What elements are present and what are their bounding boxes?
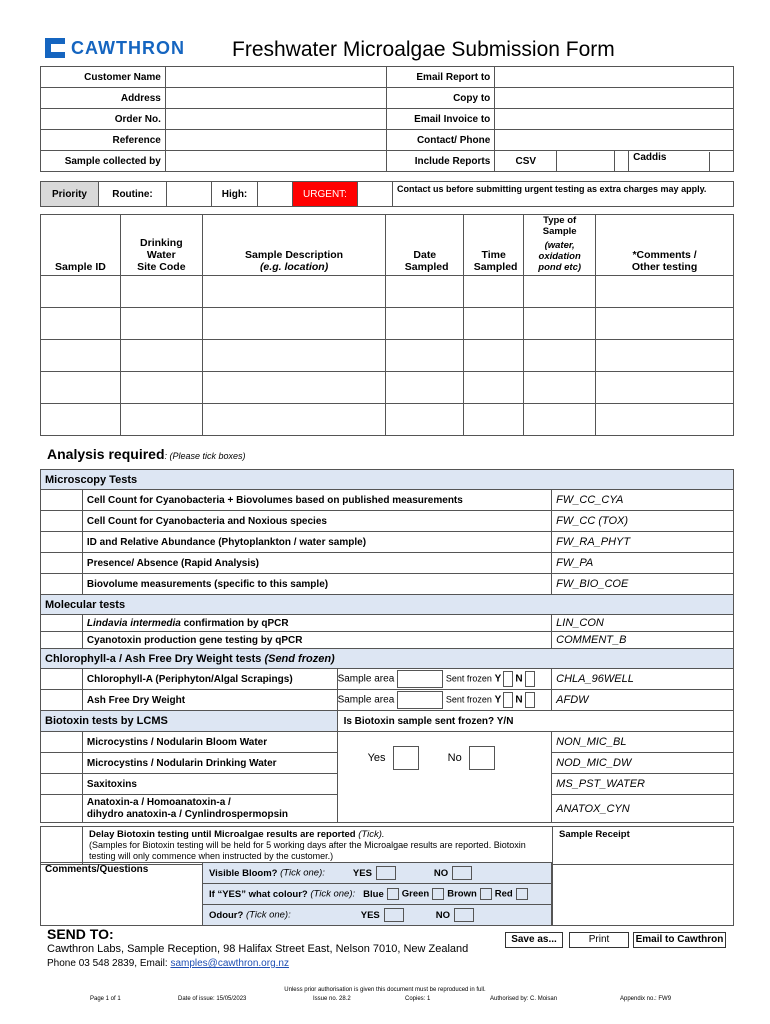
email-link[interactable]: samples@cawthron.org.nz bbox=[170, 958, 289, 969]
customer-name-label: Customer Name bbox=[41, 67, 166, 88]
sample-collected-label: Sample collected by bbox=[41, 151, 166, 172]
urgent-label: URGENT: bbox=[293, 182, 358, 207]
test-code: FW_CC_CYA bbox=[552, 490, 734, 511]
anatox-line2: dihydro anatoxin-a / Cynlindrospermopsin bbox=[86, 808, 289, 820]
delay-note: (Samples for Biotoxin testing will be held for 5 working days after the Microalgae results are reported. Biotoxin testing will only commence when instructed by the customer.) bbox=[89, 840, 526, 861]
test-code: FW_RA_PHYT bbox=[552, 532, 734, 553]
contact-phone-label: Contact/ Phone bbox=[387, 130, 495, 151]
frozen-n-label: N bbox=[515, 673, 523, 685]
email-report-label: Email Report to bbox=[387, 67, 495, 88]
tick-box[interactable] bbox=[41, 669, 83, 690]
routine-checkbox[interactable] bbox=[167, 182, 212, 207]
header-description-eg: (e.g. location) bbox=[259, 261, 329, 273]
routine-label: Routine: bbox=[99, 182, 167, 207]
anatox-line1: Anatoxin-a / Homoanatoxin-a / bbox=[86, 796, 231, 808]
test-code: ANATOX_CYN bbox=[552, 795, 734, 823]
microscopy-item: Presence/ Absence (Rapid Analysis) bbox=[82, 553, 551, 574]
bloom-no-label: NO bbox=[433, 867, 449, 879]
odour-label: Odour? bbox=[209, 909, 246, 921]
sample-table bbox=[40, 214, 734, 436]
chloro-section-title bbox=[41, 649, 734, 669]
csv-checkbox[interactable] bbox=[557, 151, 615, 172]
chloro-title-italic: (Send frozen) bbox=[264, 652, 335, 665]
colour-brown-box[interactable] bbox=[480, 888, 492, 900]
colour-green-box[interactable] bbox=[432, 888, 444, 900]
frozen-y-label: Y bbox=[494, 673, 502, 685]
footer-disclaimer: Unless prior authorisation is given this document must be reproduced in full. bbox=[284, 987, 486, 993]
analysis-title bbox=[47, 446, 246, 462]
biotoxin-item: Saxitoxins bbox=[82, 774, 337, 795]
sample-area-label: Sample area bbox=[337, 673, 395, 685]
odour-yes-label: YES bbox=[360, 909, 380, 921]
urgent-note: Contact us before submitting urgent testing as extra charges may apply. bbox=[393, 182, 734, 207]
tick-box[interactable] bbox=[41, 753, 83, 774]
sent-frozen-label: Sent frozen bbox=[445, 673, 492, 684]
analysis-subtitle: : (Please tick boxes) bbox=[164, 451, 246, 461]
footer-appendix: Appendix no.: FW9 bbox=[620, 996, 672, 1002]
caddis-text: Caddis bbox=[633, 151, 667, 163]
chloro-sample-area bbox=[337, 669, 552, 690]
save-as-button[interactable]: Save as... bbox=[505, 932, 563, 948]
bloom-no-box[interactable] bbox=[452, 866, 472, 880]
odour-tick-hint: (Tick one): bbox=[245, 909, 291, 921]
tick-box[interactable] bbox=[41, 511, 83, 532]
sent-frozen-label: Sent frozen bbox=[445, 694, 492, 705]
chloro-title-text: Chlorophyll-a / Ash Free Dry Weight tests bbox=[45, 652, 265, 665]
phone-text: Phone 03 548 2839, Email: bbox=[47, 958, 171, 969]
biotoxin-yes-box[interactable] bbox=[393, 746, 419, 770]
tick-box[interactable] bbox=[41, 774, 83, 795]
email-report-field[interactable] bbox=[495, 67, 734, 88]
odour-yes-box[interactable] bbox=[384, 908, 404, 922]
microscopy-item: Cell Count for Cyanobacteria and Noxious species bbox=[82, 511, 551, 532]
colour-green-label: Green bbox=[401, 888, 430, 900]
lindavia-text: Lindavia intermedia bbox=[86, 617, 181, 629]
bloom-yes-box[interactable] bbox=[376, 866, 396, 880]
chloro-item: Ash Free Dry Weight bbox=[82, 690, 337, 711]
contact-phone-field[interactable] bbox=[495, 130, 734, 151]
delay-title-italic: (Tick). bbox=[358, 829, 385, 840]
header-comments bbox=[596, 215, 734, 276]
header-drinking-water-text: Drinking Water Site Code bbox=[137, 237, 186, 273]
footer-copies: Copies: 1 bbox=[405, 996, 431, 1002]
colour-label: If “YES” what colour? bbox=[209, 888, 311, 900]
header-date-text: Date Sampled bbox=[404, 249, 449, 273]
header-time-sampled bbox=[464, 215, 524, 276]
tick-box[interactable] bbox=[41, 632, 83, 649]
tick-box[interactable] bbox=[41, 795, 83, 823]
tick-box[interactable] bbox=[41, 553, 83, 574]
header-comments-text: *Comments / Other testing bbox=[631, 249, 698, 273]
microscopy-section-title: Microscopy Tests bbox=[41, 470, 734, 490]
address-field[interactable] bbox=[165, 88, 387, 109]
test-code: MS_PST_WATER bbox=[552, 774, 734, 795]
frozen-n-box[interactable] bbox=[525, 692, 535, 708]
colour-blue-label: Blue bbox=[363, 888, 384, 900]
test-code: NON_MIC_BL bbox=[552, 732, 734, 753]
frozen-y-label: Y bbox=[494, 694, 502, 706]
footer-issue: Issue no. 28.2 bbox=[313, 996, 351, 1002]
frozen-n-label: N bbox=[515, 694, 523, 706]
header-date-sampled bbox=[386, 215, 464, 276]
customer-details-table bbox=[40, 66, 734, 172]
analysis-title-text: Analysis required bbox=[47, 446, 165, 462]
odour-row bbox=[203, 905, 552, 926]
chloro-item: Chlorophyll-A (Periphyton/Algal Scrapings) bbox=[82, 669, 337, 690]
email-to-cawthron-button[interactable]: Email to Cawthron bbox=[633, 932, 726, 948]
delay-title-text: Delay Biotoxin testing until Microalgae results are reported bbox=[89, 829, 359, 840]
cawthron-logo bbox=[45, 36, 185, 60]
logo-mark-icon bbox=[45, 38, 65, 58]
header-type-eg: (water, oxidation pond etc) bbox=[538, 240, 582, 273]
reference-label: Reference bbox=[41, 130, 166, 151]
frozen-n-box[interactable] bbox=[525, 671, 535, 687]
delay-tick-box[interactable] bbox=[41, 827, 83, 865]
biotoxin-yes-label: Yes bbox=[367, 751, 386, 764]
test-code: LIN_CON bbox=[552, 615, 734, 632]
colour-red-label: Red bbox=[494, 888, 513, 900]
footer-date: Date of issue: 15/05/2023 bbox=[178, 996, 247, 1002]
colour-tick-hint: (Tick one): bbox=[310, 888, 356, 900]
bloom-yes-label: YES bbox=[352, 867, 372, 879]
test-code: FW_CC (TOX) bbox=[552, 511, 734, 532]
send-to-address: Cawthron Labs, Sample Reception, 98 Halifax Street East, Nelson 7010, New Zealand bbox=[47, 943, 469, 955]
test-code: FW_PA bbox=[552, 553, 734, 574]
send-to-phone bbox=[47, 958, 289, 969]
address-label: Address bbox=[41, 88, 166, 109]
biotoxin-section-title: Biotoxin tests by LCMS bbox=[41, 711, 338, 732]
delay-title bbox=[89, 829, 546, 840]
tick-box[interactable] bbox=[41, 690, 83, 711]
lindavia-rest-text: confirmation by qPCR bbox=[180, 617, 289, 629]
sample-area-input[interactable] bbox=[397, 691, 443, 709]
tick-box[interactable] bbox=[41, 532, 83, 553]
print-button[interactable]: Print bbox=[569, 932, 629, 948]
chloro-sample-area bbox=[337, 690, 552, 711]
high-label: High: bbox=[212, 182, 258, 207]
test-code: FW_BIO_COE bbox=[552, 574, 734, 595]
microscopy-item: Cell Count for Cyanobacteria + Biovolumes based on published measurements bbox=[82, 490, 551, 511]
test-code: COMMENT_B bbox=[552, 632, 734, 649]
customer-name-field[interactable] bbox=[165, 67, 387, 88]
delay-text bbox=[83, 827, 553, 865]
colour-red-box[interactable] bbox=[516, 888, 528, 900]
test-code: CHLA_96WELL bbox=[552, 669, 734, 690]
csv-label: CSV bbox=[495, 151, 557, 172]
sample-row bbox=[41, 372, 734, 404]
header-drinking-water bbox=[120, 215, 202, 276]
email-invoice-field[interactable] bbox=[495, 109, 734, 130]
bloom-label: Visible Bloom? bbox=[209, 867, 281, 879]
urgent-checkbox[interactable] bbox=[358, 182, 393, 207]
bloom-tick-hint: (Tick one): bbox=[280, 867, 325, 879]
comments-field[interactable] bbox=[41, 863, 203, 926]
biotoxin-item: Microcystins / Nodularin Bloom Water bbox=[82, 732, 337, 753]
colour-brown-label: Brown bbox=[447, 888, 477, 900]
footer-page: Page 1 of 1 bbox=[90, 996, 121, 1002]
sample-area-label: Sample area bbox=[337, 694, 395, 706]
delay-table bbox=[40, 826, 734, 865]
footer-authorised: Authorised by: C. Moisan bbox=[490, 996, 558, 1002]
include-reports-label: Include Reports bbox=[387, 151, 495, 172]
reference-field[interactable] bbox=[165, 130, 387, 151]
biotoxin-frozen-question: Is Biotoxin sample sent frozen? Y/N bbox=[337, 711, 733, 732]
caddis-checkbox[interactable] bbox=[709, 152, 733, 171]
bloom-row bbox=[203, 863, 552, 884]
sample-receipt-label: Sample Receipt bbox=[553, 827, 734, 865]
order-no-field[interactable] bbox=[165, 109, 387, 130]
colour-row bbox=[203, 884, 552, 905]
tick-box[interactable] bbox=[41, 490, 83, 511]
colour-blue-box[interactable] bbox=[387, 888, 399, 900]
biotoxin-frozen-answer bbox=[337, 732, 552, 823]
caddis-label bbox=[629, 151, 734, 172]
logo-text: CAWTHRON bbox=[71, 37, 185, 58]
odour-no-box[interactable] bbox=[454, 908, 474, 922]
analysis-table bbox=[40, 469, 734, 823]
header-sample-description bbox=[202, 215, 386, 276]
sample-area-input[interactable] bbox=[397, 670, 443, 688]
sample-row bbox=[41, 404, 734, 436]
header-sample-id: Sample ID bbox=[41, 215, 121, 276]
priority-table bbox=[40, 181, 734, 207]
molecular-item: Cyanotoxin production gene testing by qPCR bbox=[82, 632, 551, 649]
molecular-item bbox=[82, 615, 551, 632]
frozen-y-box[interactable] bbox=[503, 671, 513, 687]
biotoxin-no-label: No bbox=[447, 751, 462, 764]
microscopy-item: Biovolume measurements (specific to this sample) bbox=[82, 574, 551, 595]
tick-box[interactable] bbox=[41, 732, 83, 753]
form-title: Freshwater Microalgae Submission Form bbox=[232, 38, 615, 61]
test-code: AFDW bbox=[552, 690, 734, 711]
odour-no-label: NO bbox=[435, 909, 451, 921]
sample-receipt-box bbox=[552, 862, 734, 926]
sample-row bbox=[41, 340, 734, 372]
send-to-title: SEND TO: bbox=[47, 926, 114, 942]
molecular-section-title: Molecular tests bbox=[41, 595, 734, 615]
copy-to-field[interactable] bbox=[495, 88, 734, 109]
header-description-text: Sample Description bbox=[245, 249, 344, 261]
biotoxin-item bbox=[82, 795, 337, 823]
tick-box[interactable] bbox=[41, 574, 83, 595]
microscopy-item: ID and Relative Abundance (Phytoplankton / water sample) bbox=[82, 532, 551, 553]
header-type-of-sample bbox=[524, 215, 596, 276]
test-code: NOD_MIC_DW bbox=[552, 753, 734, 774]
frozen-y-box[interactable] bbox=[503, 692, 513, 708]
order-no-label: Order No. bbox=[41, 109, 166, 130]
high-checkbox[interactable] bbox=[258, 182, 293, 207]
header-time-text: Time Sampled bbox=[473, 249, 518, 273]
biotoxin-no-box[interactable] bbox=[469, 746, 495, 770]
tick-box[interactable] bbox=[41, 615, 83, 632]
biotoxin-item: Microcystins / Nodularin Drinking Water bbox=[82, 753, 337, 774]
sample-collected-field[interactable] bbox=[165, 151, 387, 172]
header-type-text: Type of Sample bbox=[542, 215, 577, 237]
comments-label: Comments/Questions bbox=[45, 864, 149, 875]
priority-label: Priority bbox=[41, 182, 99, 207]
comments-table bbox=[40, 862, 552, 926]
sample-row bbox=[41, 308, 734, 340]
email-invoice-label: Email Invoice to bbox=[387, 109, 495, 130]
copy-to-label: Copy to bbox=[387, 88, 495, 109]
sample-row bbox=[41, 276, 734, 308]
